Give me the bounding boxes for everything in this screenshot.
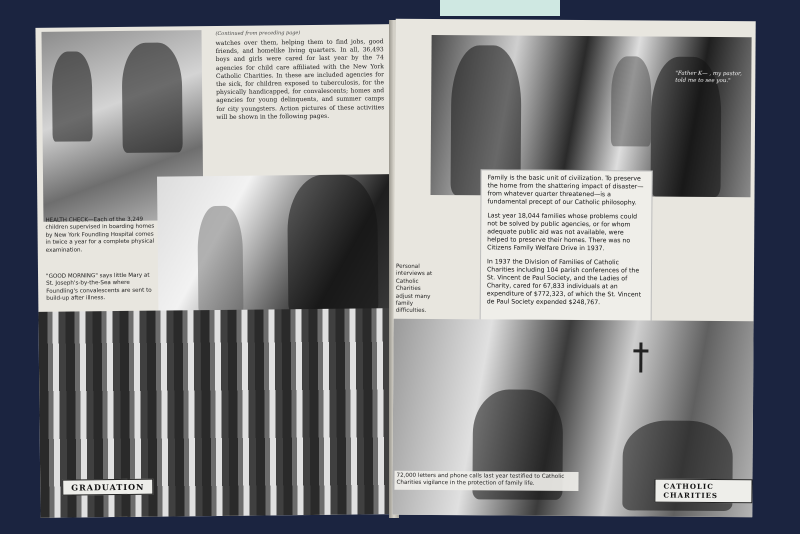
graduation-sign: GRADUATION: [62, 479, 153, 496]
left-page: [35, 24, 396, 518]
personal-interviews-caption: Personal interviews at Catholic Charities adjust many family difficulties.: [395, 263, 433, 315]
crucifix-icon: [639, 342, 642, 372]
boy-figure: [611, 56, 652, 146]
good-morning-caption: "GOOD MORNING" says little Mary at St. Joseph's-by-the-Sea where Foundling's convalescents are sent to build-up after illness.: [46, 272, 152, 302]
left-body-text: watches over them, helping them to find jobs, good friends, and homelike living quarters. In all, 36,493 boys and girls were cared for last year by the 74 agencies for child care affiliated with the New York Catholic Charities. In these are included agencies for the sick, for children exposed to tuberculosis, for the physically handicapped, for convalescents; homes and agencies for young delinquents, and summer camps for city youngsters. Action pictures of these activities will be shown in the following pages.: [215, 38, 385, 121]
good-morning-photo: [157, 174, 392, 316]
child-figure: [197, 206, 243, 316]
right-page: [392, 19, 755, 518]
doctor-figure: [122, 42, 183, 153]
family-text-panel: [480, 169, 653, 330]
panel-paragraph-2: Last year 18,044 families whose problems could not be solved by public agencies, or for whom adequate public aid was not available, were helped to preserve their homes. There was no Citizens Family Welfare Drive in 1937.: [487, 212, 638, 253]
nurse-figure: [52, 51, 93, 141]
letters-caption: 72,000 letters and phone calls last year testified to Catholic Charities vigilance in the protection of family life.: [394, 471, 578, 491]
health-check-caption: HEALTH CHECK—Each of the 3,249 children supervised in boarding homes by New York Foundling Hospital comes in twice a year for a complete physical examination.: [45, 216, 155, 254]
panel-paragraph-3: In 1937 the Division of Families of Catholic Charities including 104 parish conferences of the St. Vincent de Paul Society, and the Ladies of Charity, cared for 67,833 individuals at an expenditure of $772,323, of which the St. Vincent de Paul Society expended $248,767.: [486, 258, 642, 307]
catholic-charities-sign: CATHOLIC CHARITIES: [654, 479, 752, 504]
bookmark-tab: [440, 0, 560, 16]
nun-figure: [287, 174, 378, 315]
continued-note: (Continued from preceding page): [215, 30, 301, 37]
pastor-quote: "Father K— , my pastor, told me to see you.": [675, 70, 742, 85]
panel-paragraph-1: Family is the basic unit of civilization. To preserve the home from the shattering impact of disaster—from whatever quarter threatened—is a fundamental precept of our Catholic philosophy.: [487, 174, 644, 207]
